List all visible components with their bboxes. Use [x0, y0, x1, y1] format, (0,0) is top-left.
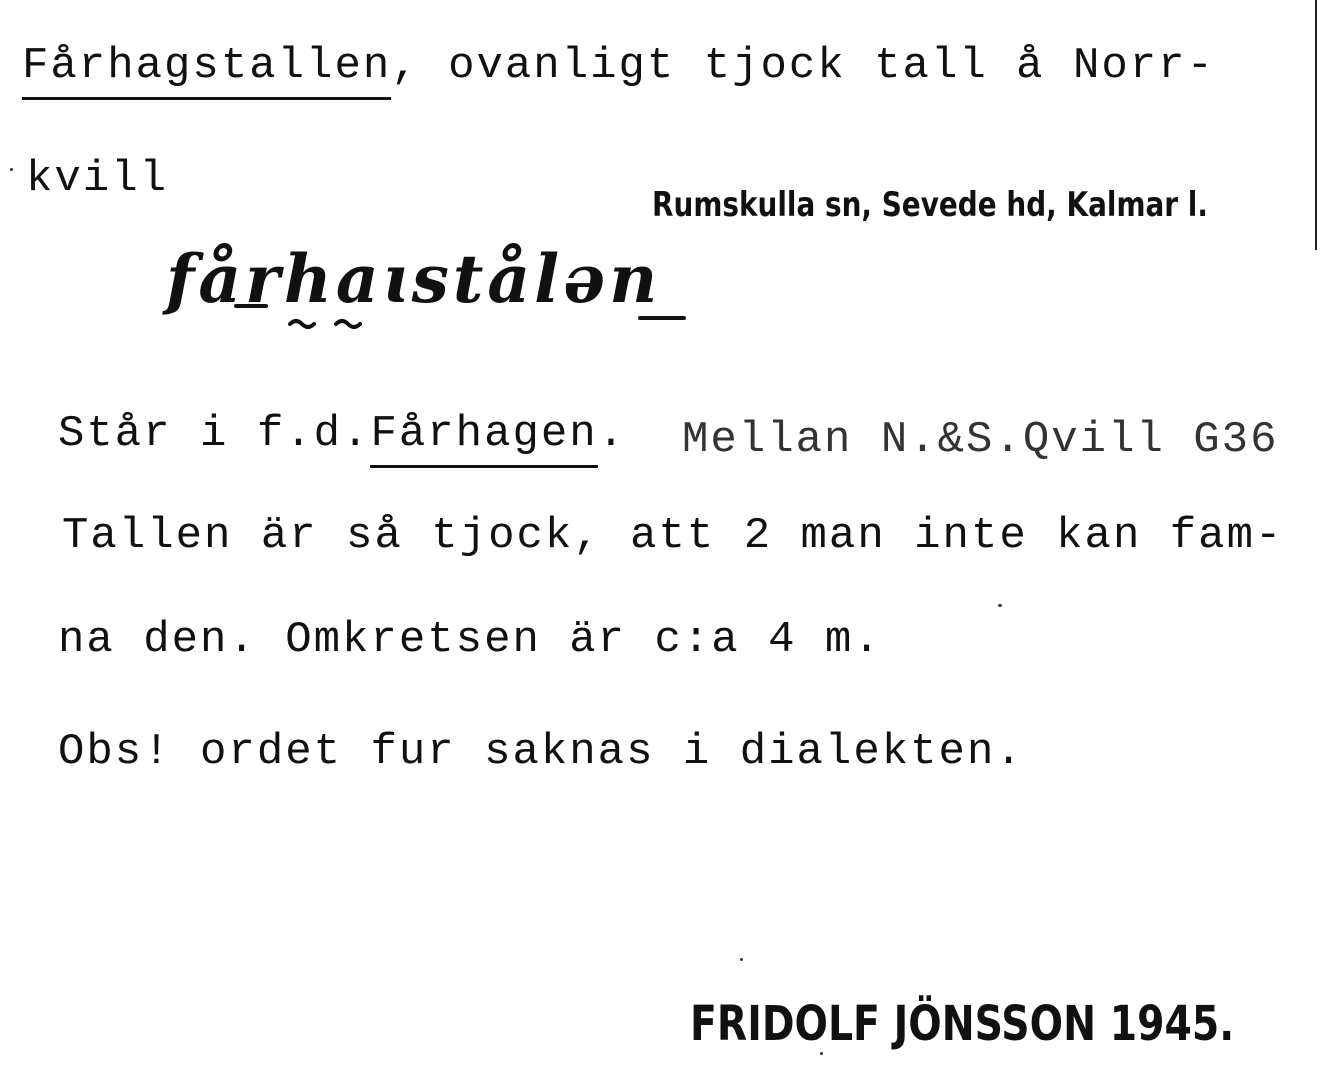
place-name: Fårhagen: [370, 409, 597, 468]
speck-2: [740, 958, 743, 961]
body-line-1-prefix: Står i f.d.: [58, 409, 371, 459]
body-line-2: Tallen är så tjock, att 2 man inte kan fam-: [62, 511, 1284, 561]
speck-3: [820, 1052, 823, 1055]
handwritten-pronunciation: [160, 236, 800, 346]
card-title-line-1: [22, 41, 1215, 91]
tilde-mark-1: [290, 321, 314, 327]
location-stamp: Rumskulla sn, Sevede hd, Kalmar l.: [652, 185, 1208, 225]
body-line-1-dot: .: [597, 409, 627, 459]
signature-stamp: FRIDOLF JÖNSSON 1945.: [690, 996, 1235, 1052]
card-title-line-2: kvill: [26, 154, 169, 204]
body-line-1-rest: Mellan N.&S.Qvill G36: [682, 415, 1279, 465]
card-edge-line: [1315, 0, 1317, 250]
tilde-mark-2: [336, 321, 360, 327]
title-rest: , ovanligt tjock tall å Norr-: [391, 41, 1215, 91]
body-line-4: Obs! ordet fur saknas i dialekten.: [58, 727, 1024, 777]
speck-4: [10, 168, 13, 171]
body-line-3: na den. Omkretsen är c:a 4 m.: [58, 615, 882, 665]
body-line-1: [58, 409, 627, 459]
handwritten-text: fårhaɩstålən: [166, 240, 662, 318]
headword: Fårhagstallen: [22, 41, 391, 100]
speck-1: [998, 604, 1002, 607]
